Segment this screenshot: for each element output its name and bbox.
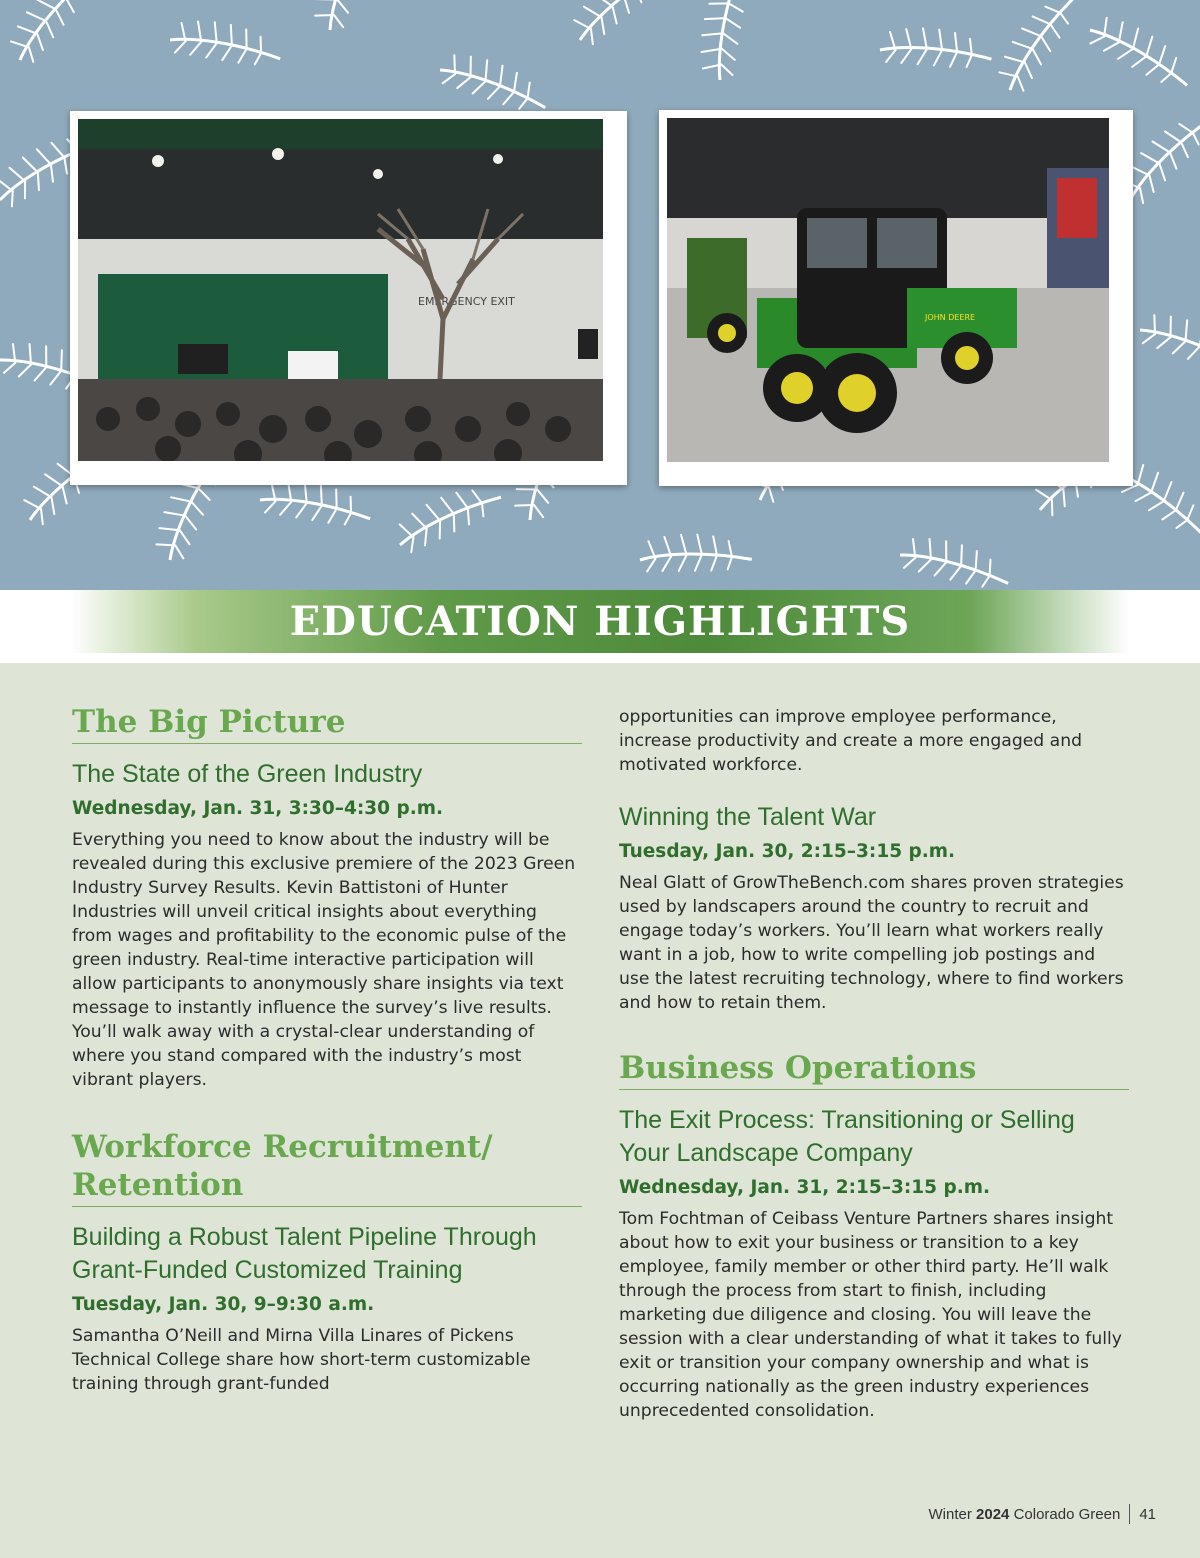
session-title: Building a Robust Talent Pipeline Through Grant-Funded Customized Training — [72, 1223, 537, 1284]
article-body — [0, 663, 1200, 1558]
session-description-continued: opportunities can improve employee performance, increase productivity and create a more engaged and motivated workforce. — [619, 707, 1083, 775]
section-heading-workforce: Workforce Recruitment/ Retention — [72, 1128, 582, 1207]
hero-background — [0, 0, 1200, 590]
footer-season: Winter — [928, 1505, 972, 1523]
right-column — [619, 705, 1129, 1423]
session-title: Winning the Talent War — [619, 803, 877, 831]
svg-text:EMERGENCY EXIT: EMERGENCY EXIT — [418, 295, 515, 308]
stage-demo-image — [78, 119, 603, 461]
session-description: Everything you need to know about the industry will be revealed during this exclusive premiere of the 2023 Green Industry Survey Results. Kevin Battistoni of Hunter Industries will unveil critical insights about everything from wages and profitability to the economic pulse of the green industry. Real-time interactive participation will allow participants to anonymously share insights via text message to instantly influence the survey’s live results. You’ll walk away with a crystal-clear understanding of where you stand compared with the industry’s most vibrant players. — [72, 830, 576, 1090]
photo-utility-vehicle — [659, 110, 1133, 486]
title-banner — [0, 590, 1200, 663]
page-title: EDUCATION HIGHLIGHTS — [289, 598, 911, 645]
svg-text:JOHN DEERE: JOHN DEERE — [925, 313, 976, 322]
photo-stage-demo — [70, 111, 627, 485]
session-title: The Exit Process: Transitioning or Selling Your Landscape Company — [619, 1106, 1075, 1167]
left-column — [72, 703, 582, 1396]
session-description: Tom Fochtman of Ceibass Venture Partners shares insight about how to exit your business or transition to a key employee, family member or other third party. He’ll walk through the process from start to finish, including marketing due diligence and closing. You will leave the session with a clear understanding of what it takes to fully exit or transition your company ownership and what is occurring nationally as the green industry experiences unprecedented consolidation. — [619, 1209, 1122, 1421]
session-date: Tuesday, Jan. 30, 2:15–3:15 p.m. — [619, 841, 956, 862]
footer-year: 2024 — [976, 1505, 1010, 1523]
utility-vehicle-image — [667, 118, 1109, 462]
footer-publication: Colorado Green — [1013, 1505, 1121, 1523]
session-description: Samantha O’Neill and Mirna Villa Linares of Pickens Technical College share how short-term customizable training through grant-funded — [72, 1326, 531, 1394]
page-footer — [929, 1503, 1156, 1525]
section-heading-big-picture: The Big Picture — [72, 703, 582, 744]
title-banner-bar — [70, 590, 1130, 653]
session-date: Tuesday, Jan. 30, 9–9:30 a.m. — [72, 1294, 375, 1315]
session-description: Neal Glatt of GrowTheBench.com shares proven strategies used by landscapers around the country to recruit and engage today’s workers. You’ll learn what workers really want in a job, how to write compelling job postings and use the latest recruiting technology, where to find workers and how to retain them. — [619, 873, 1124, 1013]
section-heading-business-operations: Business Operations — [619, 1049, 1129, 1090]
session-date: Wednesday, Jan. 31, 2:15–3:15 p.m. — [619, 1177, 991, 1198]
session-title: The State of the Green Industry — [72, 760, 423, 788]
footer-divider — [1129, 1504, 1130, 1524]
session-date: Wednesday, Jan. 31, 3:30–4:30 p.m. — [72, 798, 444, 819]
page-number: 41 — [1139, 1505, 1156, 1523]
